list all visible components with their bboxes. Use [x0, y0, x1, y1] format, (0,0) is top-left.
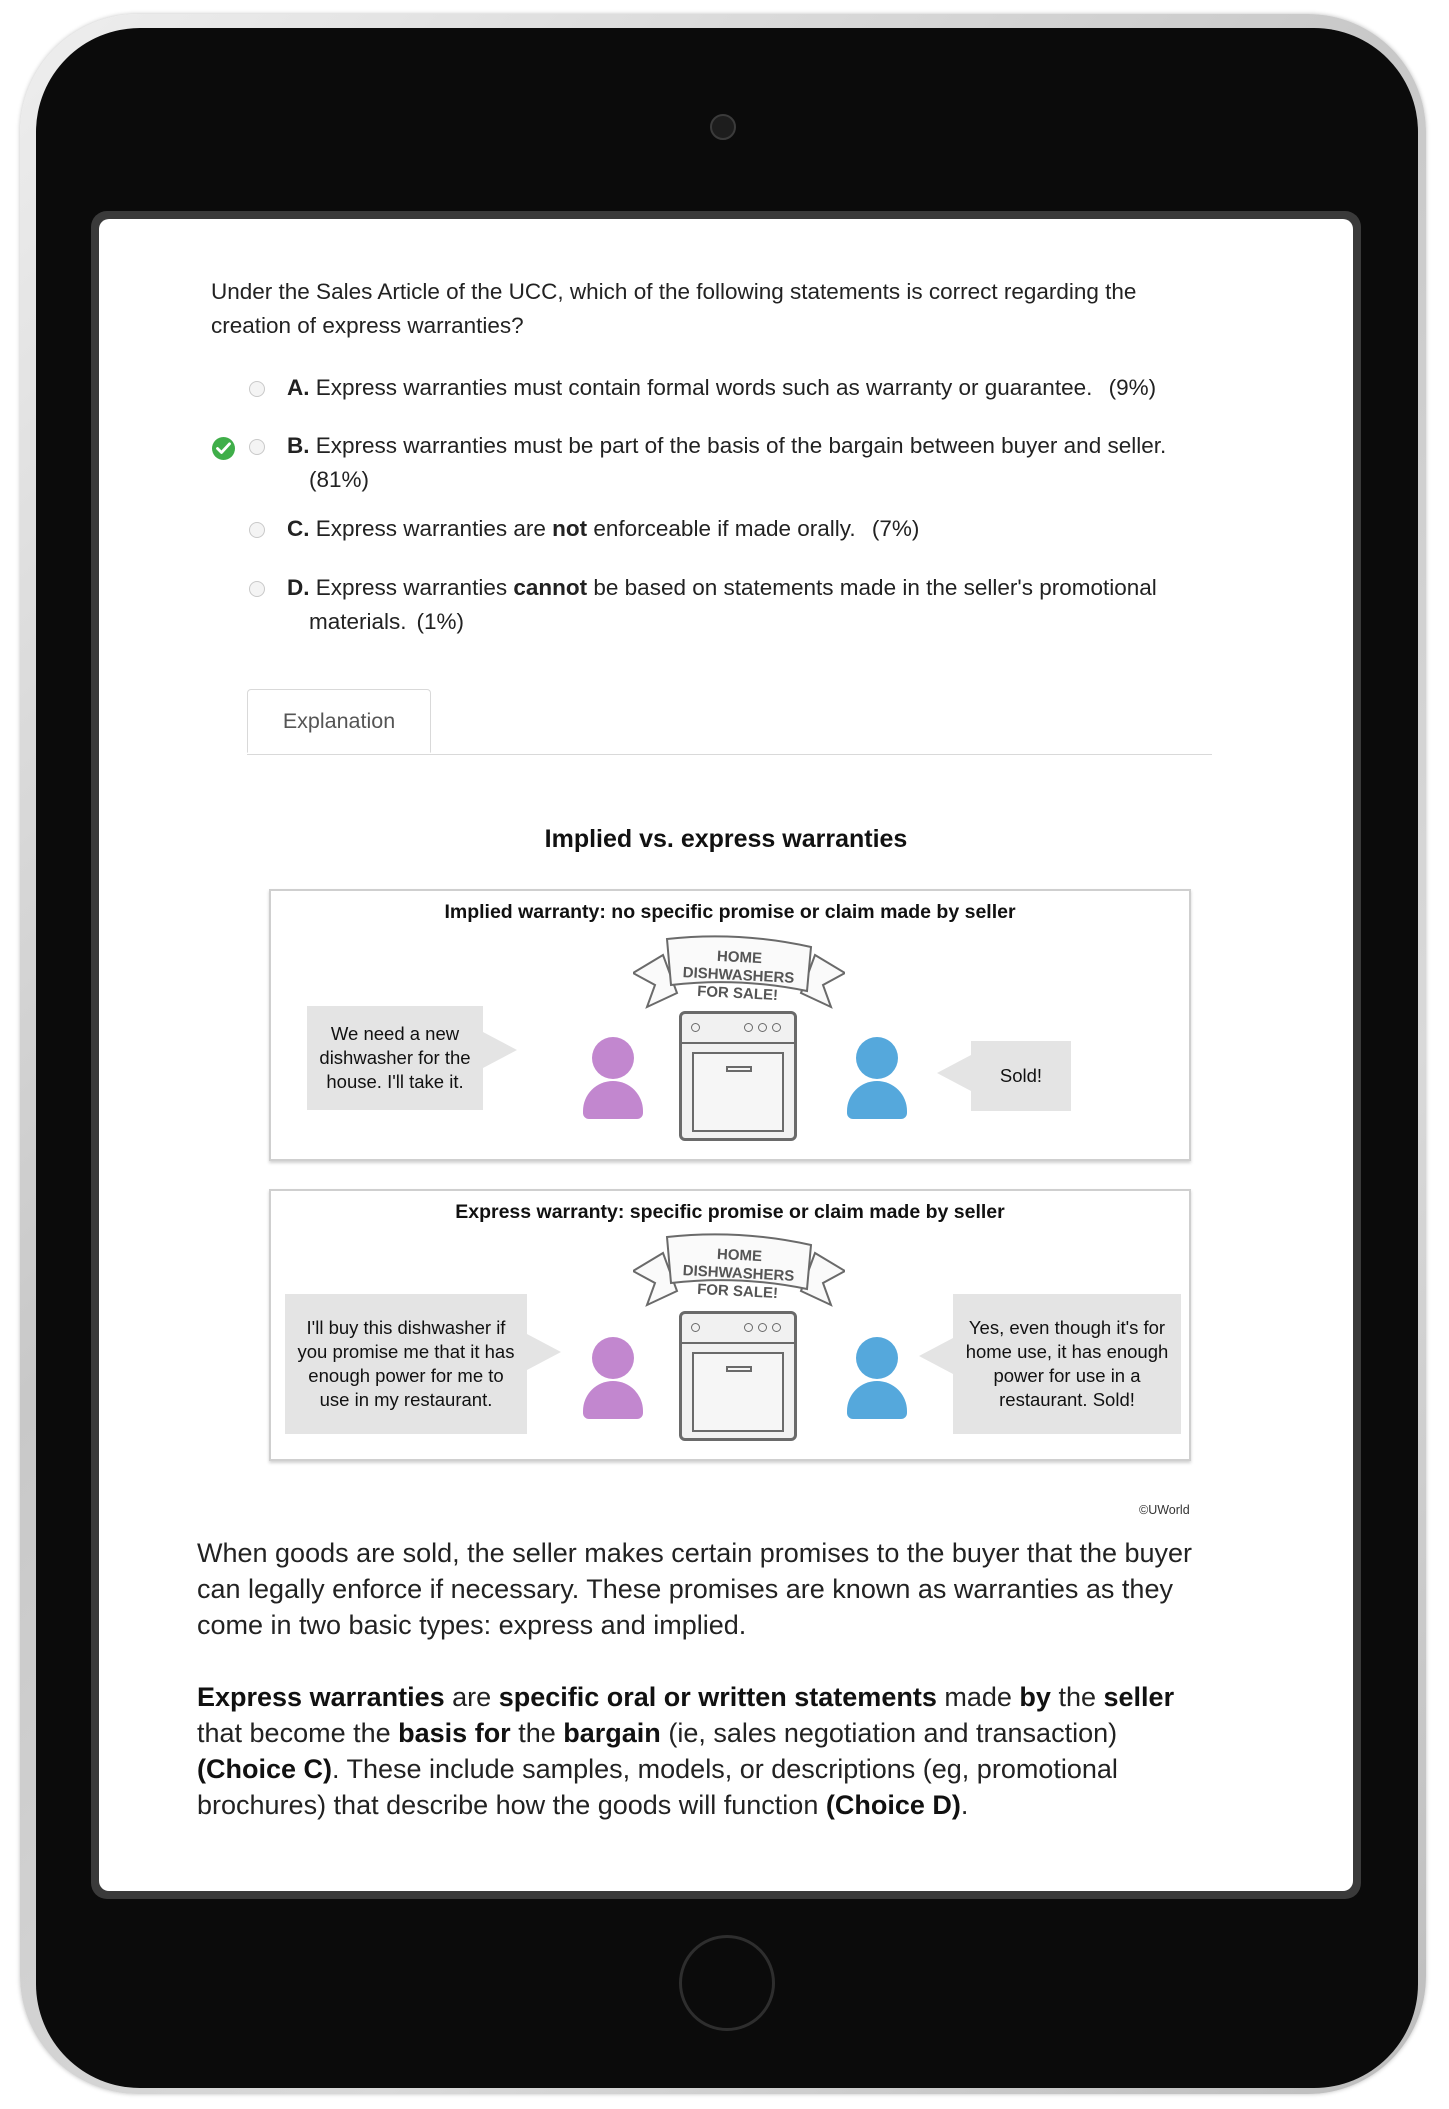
radio-icon[interactable]: [249, 522, 265, 538]
banner-line-2: FOR SALE!: [696, 982, 779, 1005]
choice-emphasis: cannot: [513, 575, 588, 600]
choice-reference: (Choice C): [197, 1754, 332, 1784]
panel-heading: Implied warranty: no specific promise or claim made by seller: [444, 901, 1016, 923]
tablet-screen: [99, 219, 1353, 1891]
choice-statement: Express warranties must contain formal words such as warranty or guarantee.: [315, 375, 1093, 400]
bubble-tail: [937, 1055, 971, 1091]
choice-text: [287, 429, 1237, 497]
copyright-text: ©UWorld: [1139, 1503, 1190, 1517]
bold-term: Express warranties: [197, 1682, 445, 1712]
banner-line-1: HOME DISHWASHERS: [682, 947, 795, 987]
explanation-tabs: [247, 689, 1212, 755]
choice-percent: (81%): [309, 467, 370, 492]
text-run: are: [452, 1682, 492, 1712]
banner-text: [675, 1244, 803, 1304]
bold-term: by: [1019, 1682, 1051, 1712]
bubble-tail: [483, 1032, 517, 1068]
choice-text: [287, 571, 1237, 639]
choice-letter: A.: [287, 375, 310, 400]
express-warranty-panel: [269, 1189, 1191, 1461]
choice-percent: (7%): [871, 516, 920, 541]
tab-explanation[interactable]: Explanation: [247, 689, 431, 753]
dial-icon: [744, 1323, 753, 1332]
text-run: (ie, sales negotiation and transaction): [668, 1718, 1118, 1748]
radio-icon[interactable]: [249, 381, 265, 397]
question-text: Under the Sales Article of the UCC, which of the following statements is correct regarding the creation of express warranties?: [211, 279, 1137, 338]
buyer-speech: We need a new dishwasher for the house. I'll take it.: [319, 1023, 471, 1092]
bold-term: basis for: [398, 1718, 511, 1748]
bold-term: bargain: [563, 1718, 661, 1748]
choice-letter: C.: [287, 516, 310, 541]
dial-icon: [691, 1323, 700, 1332]
choice-emphasis: not: [552, 516, 588, 541]
seller-person-icon: [847, 1037, 907, 1119]
figure-title: Implied vs. express warranties: [544, 825, 908, 853]
text-run: . These include samples, models, or descriptions (eg, promotional brochures) that describe how the goods will function: [197, 1754, 1118, 1820]
dial-icon: [772, 1323, 781, 1332]
dial-icon: [772, 1023, 781, 1032]
radio-icon[interactable]: [249, 581, 265, 597]
implied-warranty-panel: [269, 889, 1191, 1161]
buyer-person-icon: [583, 1037, 643, 1119]
buyer-speech-bubble: [307, 1006, 483, 1110]
choice-statement-post: be based on statements made in the seller's promotional: [593, 575, 1157, 600]
banner-line-1: HOME DISHWASHERS: [682, 1245, 795, 1285]
dial-icon: [758, 1323, 767, 1332]
text-run: the: [518, 1718, 556, 1748]
explanation-paragraph-2: [197, 1679, 1207, 1823]
seller-person-icon: [847, 1337, 907, 1419]
choice-letter: D.: [287, 575, 310, 600]
text-run: that become the: [197, 1718, 391, 1748]
choice-letter: B.: [287, 433, 310, 458]
choice-percent: (9%): [1108, 375, 1157, 400]
buyer-speech: I'll buy this dishwasher if you promise me that it has enough power for me to use in my restaurant.: [297, 1317, 515, 1410]
seller-speech: Yes, even though it's for home use, it has enough power for use in a restaurant. Sold!: [965, 1317, 1169, 1410]
choice-percent: (1%): [416, 609, 465, 634]
seller-speech-bubble: [971, 1041, 1071, 1111]
buyer-person-icon: [583, 1337, 643, 1419]
dishwasher-icon: [679, 1011, 797, 1141]
bold-term: specific oral or written statements: [498, 1682, 937, 1712]
choice-line2: materials.: [309, 609, 407, 634]
dial-icon: [744, 1023, 753, 1032]
banner-text: [675, 946, 803, 1006]
correct-check-icon: [212, 437, 235, 460]
choice-continuation: [287, 605, 1237, 639]
choice-reference: (Choice D): [825, 1790, 961, 1820]
banner-line-2: FOR SALE!: [696, 1280, 779, 1303]
choice-statement: Express warranties must be part of the basis of the bargain between buyer and seller.: [315, 433, 1167, 458]
choice-statement-pre: Express warranties are: [315, 516, 546, 541]
choice-text: [287, 512, 1237, 546]
camera-icon: [710, 114, 736, 140]
explanation-paragraph-1: When goods are sold, the seller makes certain promises to the buyer that the buyer can legally enforce if necessary. These promises are known as warranties as they come in two basic types: express and implied.: [197, 1538, 1193, 1640]
bubble-tail: [919, 1338, 953, 1374]
dial-icon: [758, 1023, 767, 1032]
choice-statement-post: enforceable if made orally.: [593, 516, 856, 541]
bold-term: seller: [1103, 1682, 1175, 1712]
bubble-tail: [527, 1334, 561, 1370]
seller-speech: Sold!: [999, 1065, 1043, 1086]
choice-text: [287, 371, 1237, 405]
home-button[interactable]: [679, 1935, 775, 2031]
radio-icon[interactable]: [249, 439, 265, 455]
dishwasher-icon: [679, 1311, 797, 1441]
choice-statement-pre: Express warranties: [315, 575, 508, 600]
panel-heading: Express warranty: specific promise or claim made by seller: [455, 1201, 1005, 1223]
seller-speech-bubble: [953, 1294, 1181, 1434]
buyer-speech-bubble: [285, 1294, 527, 1434]
text-run: made: [944, 1682, 1012, 1712]
dial-icon: [691, 1023, 700, 1032]
text-run: .: [960, 1790, 969, 1820]
text-run: the: [1058, 1682, 1096, 1712]
